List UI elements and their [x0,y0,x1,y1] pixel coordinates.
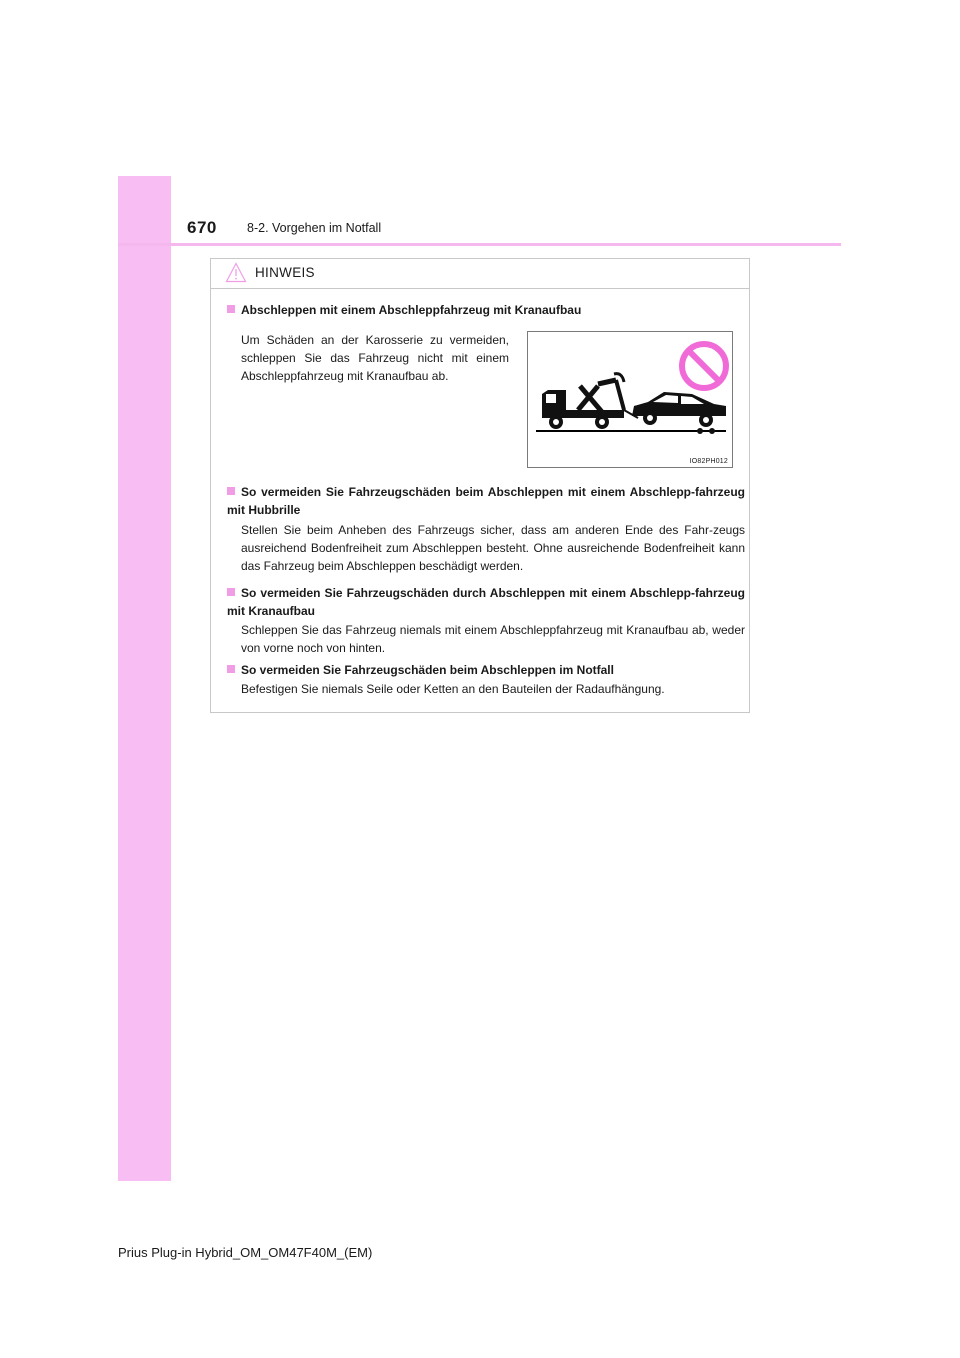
warning-triangle-icon [225,262,247,283]
notice-header [211,259,749,289]
notice-item-heading: So vermeiden Sie Fahrzeugschäden beim Abschleppen im Notfall [227,661,745,679]
notice-item-text: Um Schäden an der Karosserie zu vermeiden, schleppen Sie das Fahrzeug nicht mit einem Abschleppfahrzeug mit Kranaufbau ab. [241,333,509,383]
page-number: 670 [187,218,217,237]
footer-document-id: Prius Plug-in Hybrid_OM_OM47F40M_(EM) [118,1245,373,1260]
square-bullet-icon [227,588,235,596]
chapter-side-tab [118,176,171,1181]
notice-item-text: Stellen Sie beim Anheben des Fahrzeugs sicher, dass am anderen Ende des Fahr-zeugs ausreichend Bodenfreiheit zum Abschleppen besteht. Ohne ausreichende Bodenfreiheit kann das Fahrzeug beim Abschleppen beschädigt werden. [241,523,745,573]
figure-code: IO82PH012 [689,458,728,465]
notice-label: HINWEIS [255,265,315,280]
notice-item-heading: Abschleppen mit einem Abschleppfahrzeug mit Kranaufbau [227,301,745,319]
notice-item-heading: So vermeiden Sie Fahrzeugschäden beim Abschleppen mit einem Abschlepp-fahrzeug mit Hubbrille [227,485,745,517]
section-title: 8-2. Vorgehen im Notfall [247,221,382,235]
prohibited-icon [678,340,730,392]
notice-item-text: Befestigen Sie niemals Seile oder Ketten an den Bauteilen der Radaufhängung. [241,682,665,696]
notice-box [210,258,750,713]
square-bullet-icon [227,487,235,495]
square-bullet-icon [227,305,235,313]
header-divider [118,243,841,246]
towing-illustration [527,331,733,468]
notice-item-heading: So vermeiden Sie Fahrzeugschäden durch Abschleppen mit einem Abschlepp-fahrzeug mit Kranaufbau [227,586,745,618]
square-bullet-icon [227,665,235,673]
notice-item-text: Schleppen Sie das Fahrzeug niemals mit einem Abschleppfahrzeug mit Kranaufbau ab, weder von vorne noch von hinten. [241,623,745,655]
